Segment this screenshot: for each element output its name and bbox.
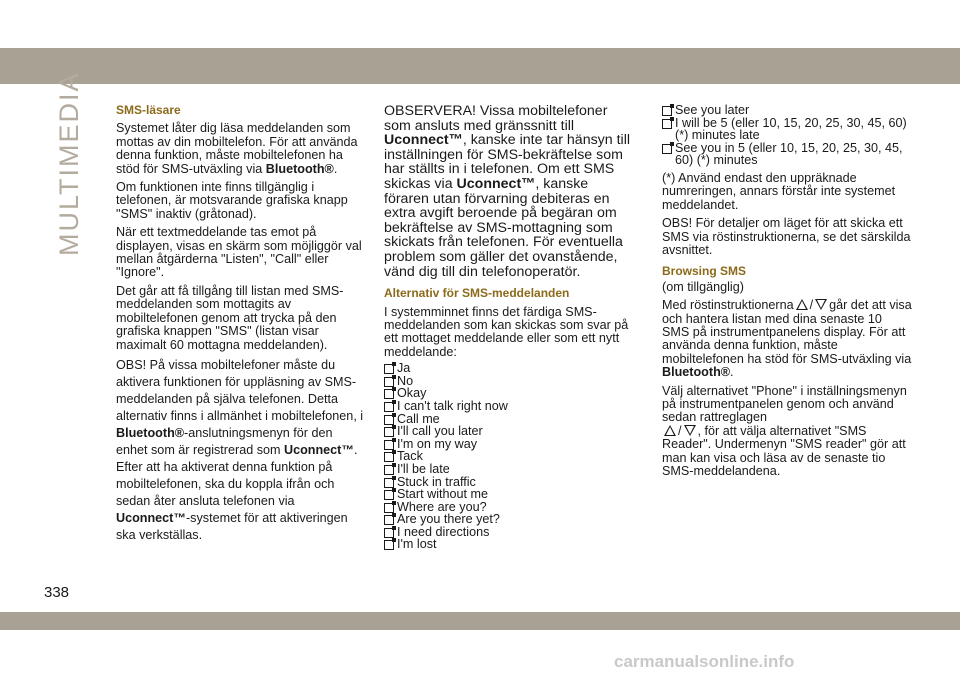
footnote: (*) Använd endast den uppräknade numreringen, annars förstår inte systemet meddelandet. <box>662 170 896 212</box>
separator: / <box>678 423 682 438</box>
list-item-label: See you later <box>675 103 750 117</box>
list-item <box>662 117 912 142</box>
column-3 <box>662 104 912 484</box>
list-item-label: I will be 5 (eller 10, 15, 20, 25, 30, 45, 60) (*) minutes late <box>675 115 907 143</box>
checkbox-icon <box>662 119 672 129</box>
bold-text: Uconnect™ <box>284 442 354 457</box>
checkbox-icon <box>384 415 394 425</box>
bold-text: Uconnect™ <box>456 175 536 192</box>
text: , kanske inte tar hänsyn till inställningen för SMS-bekräftelse som har ställts in i telefonen. Om ett SMS skickas via <box>384 132 631 192</box>
bold-text: Uconnect™ <box>116 510 186 525</box>
sms-template-list <box>384 362 634 551</box>
list-item <box>384 362 634 375</box>
list-item-label: Start without me <box>397 487 488 502</box>
paragraph: Det går att få tillgång till listan med SMS-meddelanden som mottagits av mobiltelefonen genom att trycka på den grafiska knappen "SMS" (listan visar maximalt 60 mottagna meddelanden). <box>116 283 344 352</box>
paragraph <box>662 299 912 379</box>
paragraph: Om funktionen inte finns tillgänglig i telefonen, är motsvarande grafiska knapp "SMS" inaktiv (gråtonad). <box>116 180 348 221</box>
separator: / <box>809 298 814 313</box>
text: går det att visa och hantera listan med dina senaste 10 SMS på instrumentpanelens display. För att använda denna funktion, måste mobiltelefonen ha stöd för SMS-utväxling via <box>662 298 912 366</box>
text: , kanske föraren utan förvarning debiteras en extra avgift beroende på begäran om bekräftelse av SMS-mottagning som skickats från telefonen. För eventuella problem som gäller det ovanstående, vänd dig till din telefonoperatör. <box>384 175 623 280</box>
paragraph <box>116 122 364 176</box>
checkbox-icon <box>384 528 394 538</box>
text: -systemet för att aktiveringen ska verkställas. <box>116 510 348 542</box>
paragraph <box>116 357 364 544</box>
list-item-label: I'll be late <box>397 461 450 476</box>
checkbox-icon <box>384 402 394 412</box>
checkbox-icon <box>662 106 672 116</box>
text: OBS! På vissa mobiltelefoner måste du aktivera funktionen för uppläsning av SMS-meddelanden på själva telefonen. Detta alternativ finns i allmänhet i mobiltelefonen, i <box>116 357 364 423</box>
checkbox-icon <box>662 144 672 154</box>
checkbox-icon <box>384 540 394 550</box>
text: , för att välja alternativet "SMS Reader". Undermenyn "SMS reader" gör att man kan visa och läsa av de senaste tio SMS-meddelandena. <box>662 423 906 479</box>
heading-browsing-sms: Browsing SMS <box>662 264 747 279</box>
paragraph <box>662 385 912 479</box>
list-item-label: I can't talk right now <box>397 398 508 413</box>
note-paragraph <box>384 104 634 279</box>
section-title-text: MULTIMEDIA <box>54 71 84 256</box>
down-arrow-icon <box>684 425 696 436</box>
list-item-label: Tack <box>397 449 423 464</box>
watermark: carmanualsonline.info <box>614 652 795 671</box>
text: Välj alternativet "Phone" i inställningsmenyn på instrumentpanelen genom och använd sedan rattreglagen <box>662 383 907 425</box>
column-1 <box>116 104 364 549</box>
checkbox-icon <box>384 515 394 525</box>
list-item-label: Are you there yet? <box>397 512 500 527</box>
paragraph: I systemminnet finns det färdiga SMS-meddelanden som kan skickas som svar på ett mottaget meddelande eller som ett nytt meddelande: <box>384 304 629 359</box>
list-item-label: I'm on my way <box>397 436 478 451</box>
text: Med röstinstruktionerna <box>662 298 794 313</box>
list-item-label: No <box>397 373 414 388</box>
bottom-bar <box>0 612 960 630</box>
bold-text: Uconnect™ <box>384 132 463 149</box>
up-arrow-icon <box>664 425 676 436</box>
checkbox-icon <box>384 364 394 374</box>
list-item <box>384 538 634 551</box>
paragraph: När ett textmeddelande tas emot på displayen, visas en skärm som möjliggör val mellan åtgärderna "Listen", "Call" eller "Ignore". <box>116 225 362 280</box>
list-item-label: I need directions <box>397 524 490 539</box>
checkbox-icon <box>384 490 394 500</box>
list-item-label: Where are you? <box>397 499 487 514</box>
list-item-label: I'm lost <box>397 537 437 552</box>
checkbox-icon <box>384 503 394 513</box>
heading-sms-reader: SMS-läsare <box>116 103 181 117</box>
checkbox-icon <box>384 440 394 450</box>
text: Systemet låter dig läsa meddelanden som mottas av din mobiltelefon. För att använda denna funktion, måste mobiltelefonen ha stöd för SMS-utväxling via <box>116 121 358 176</box>
up-arrow-icon <box>796 299 808 310</box>
section-title <box>52 71 92 266</box>
checkbox-icon <box>384 478 394 488</box>
list-item-label: Okay <box>397 386 427 401</box>
column-2 <box>384 104 634 556</box>
page-number: 338 <box>44 584 70 601</box>
list-item-label: See you in 5 (eller 10, 15, 20, 25, 30, 45, 60) (*) minutes <box>675 140 903 168</box>
text: . <box>333 161 338 176</box>
top-band <box>0 0 960 84</box>
bold-text: Bluetooth® <box>265 161 334 176</box>
text: . Efter att ha aktiverat denna funktion på mobiltelefonen, ska du koppla ifrån och sedan åter ansluta telefonen via <box>116 442 358 508</box>
text: . <box>730 365 734 380</box>
down-arrow-icon <box>815 299 827 310</box>
list-item-label: I'll call you later <box>397 424 483 439</box>
checkbox-icon <box>384 427 394 437</box>
list-item-label: Ja <box>397 361 411 376</box>
checkbox-icon <box>384 389 394 399</box>
list-item-label: Call me <box>397 411 440 426</box>
text: OBSERVERA! Vissa mobiltelefoner som ansluts med gränssnitt till <box>384 103 608 134</box>
sms-template-list-continued <box>662 104 912 167</box>
paragraph: OBS! För detaljer om läget för att skicka ett SMS via röstinstruktionerna, se det särskilda avsnittet. <box>662 216 911 257</box>
bold-text: Bluetooth® <box>662 365 731 380</box>
top-bar <box>0 48 960 84</box>
checkbox-icon <box>384 377 394 387</box>
subheading: (om tillgänglig) <box>662 279 744 294</box>
list-item-label: Stuck in traffic <box>397 474 476 489</box>
list-item <box>662 142 912 167</box>
checkbox-icon <box>384 465 394 475</box>
checkbox-icon <box>384 452 394 462</box>
heading-sms-options: Alternativ för SMS-meddelanden <box>384 286 570 301</box>
bold-text: Bluetooth® <box>116 425 185 440</box>
text: -anslutningsmenyn för den enhet som är registrerad som <box>116 425 333 457</box>
